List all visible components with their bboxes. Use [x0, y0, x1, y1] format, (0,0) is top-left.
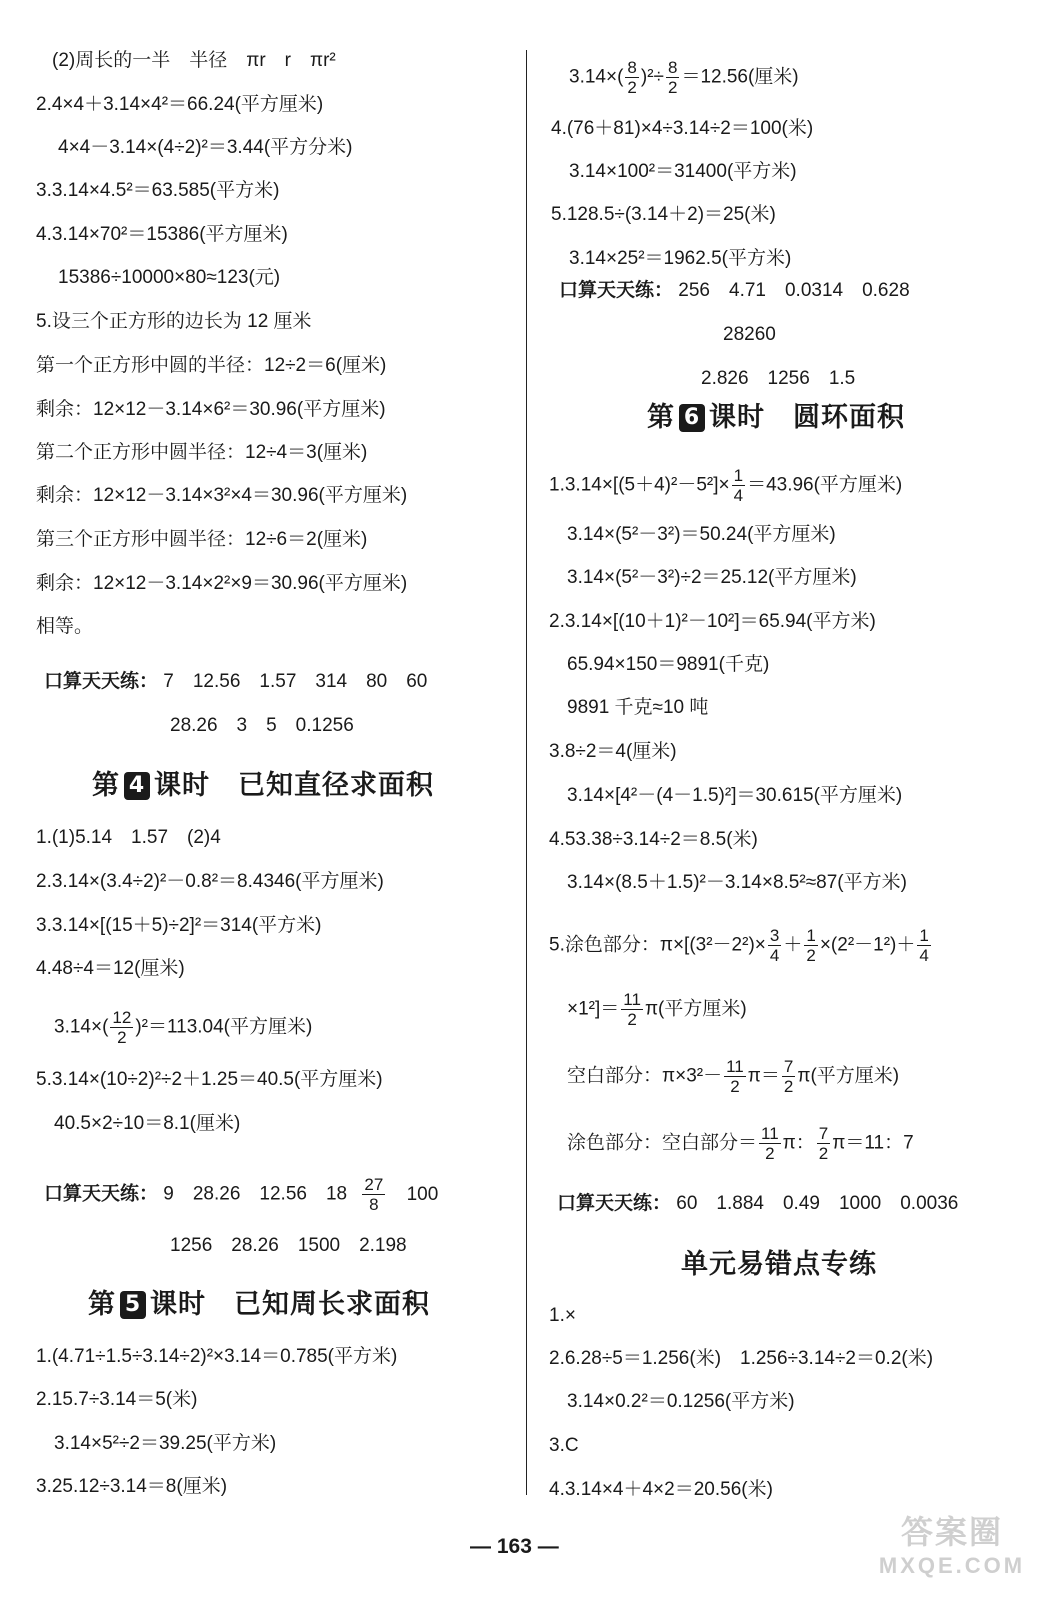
answer-line: 3.14×(5²－3²)＝50.24(平方厘米) — [567, 524, 836, 545]
answer-line: 4.3.14×4＋4×2＝20.56(米) — [549, 1479, 773, 1500]
answer-line: 5.128.5÷(3.14＋2)＝25(米) — [551, 204, 776, 225]
answer-line: 5.3.14×(10÷2)²÷2＋1.25＝40.5(平方厘米) — [36, 1069, 383, 1090]
fraction: $\frac{7}{2}$ — [818, 1124, 829, 1163]
mental-math-line — [44, 668, 427, 696]
fraction: $\frac{11}{2}$ — [726, 1057, 744, 1096]
answer-line: 2.6.28÷5＝1.256(米) 1.256÷3.14÷2＝0.2(米) — [549, 1348, 934, 1369]
answer-line: 剩余：12×12－3.14×2²×9＝30.96(平方厘米) — [36, 573, 408, 594]
page-number: — 163 — — [470, 1535, 559, 1558]
fraction: $\frac{27}{8}$ — [364, 1175, 384, 1214]
answer-line: 第一个正方形中圆的半径：12÷2＝6(厘米) — [36, 355, 387, 376]
answer-line: 空白部分：π×3²－ $\frac{11}{2}$ π＝ $\frac{7}{2}$ π(平方厘米) — [567, 1057, 900, 1096]
section-heading-lesson-5: 第 5 课时 已知周长求面积 — [88, 1289, 430, 1320]
answer-line: 3.14×( $\frac{12}{2}$ )²＝113.04(平方厘米) — [54, 1008, 313, 1047]
answer-line: 剩余：12×12－3.14×3²×4＝30.96(平方厘米) — [36, 485, 408, 506]
answer-line: 第二个正方形中圆半径：12÷4＝3(厘米) — [36, 442, 368, 463]
answer-line: 1.× — [549, 1305, 576, 1326]
mental-math-label: 口算天天练： — [44, 671, 159, 692]
answer-line: 剩余：12×12－3.14×6²＝30.96(平方厘米) — [36, 399, 386, 420]
section-heading-lesson-6: 第 6 课时 圆环面积 — [647, 402, 905, 433]
answer-line: 3.3.14×[(15＋5)÷2]²＝314(平方米) — [36, 915, 322, 936]
column-divider — [526, 50, 527, 1495]
answer-line: 3.14×[4²－(4－1.5)²]＝30.615(平方厘米) — [567, 785, 903, 806]
answer-line: 3.14×( $\frac{8}{2}$ )²÷ $\frac{8}{2}$ ＝12.56(厘米) — [569, 58, 799, 97]
lesson-number-badge: 4 — [124, 772, 150, 800]
watermark: 答案圈 MXQE.COM — [878, 1514, 1026, 1578]
answer-line: 4×4－3.14×(4÷2)²＝3.44(平方分米) — [58, 137, 353, 158]
fraction: $\frac{1}{4}$ — [733, 466, 744, 505]
answer-line: 涂色部分：空白部分＝ $\frac{11}{2}$ π： $\frac{7}{2}$ π＝11：7 — [567, 1124, 914, 1163]
answer-line: 3.3.14×4.5²＝63.585(平方米) — [36, 180, 280, 201]
mental-math-line — [559, 277, 910, 305]
mental-math-values: 1256 28.26 1500 2.198 — [170, 1235, 407, 1256]
answer-line: 3.25.12÷3.14＝8(厘米) — [36, 1476, 228, 1497]
mental-math-label: 口算天天练： — [557, 1193, 672, 1214]
answer-line: 65.94×150＝9891(千克) — [567, 654, 770, 675]
mental-math-values: 28.26 3 5 0.1256 — [170, 715, 354, 736]
section-heading-unit-errors: 单元易错点专练 — [681, 1249, 877, 1280]
answer-line: 3.14×(5²－3²)÷2＝25.12(平方厘米) — [567, 567, 857, 588]
answer-line: 3.14×25²＝1962.5(平方米) — [569, 248, 792, 269]
answer-line: 1.(1)5.14 1.57 (2)4 — [36, 827, 221, 848]
answer-line: 2.15.7÷3.14＝5(米) — [36, 1389, 198, 1410]
mental-math-line: 口算天天练： 9 28.26 12.56 18 $\frac{27}{8}$ 100 — [44, 1175, 439, 1214]
mental-math-values: 2.826 1256 1.5 — [701, 368, 856, 389]
answer-line: (2)周长的一半 半径 πr r πr² — [52, 50, 336, 71]
answer-line: 2.3.14×[(10＋1)²－10²]＝65.94(平方米) — [549, 611, 876, 632]
fraction: $\frac{8}{2}$ — [667, 58, 678, 97]
answer-line: 3.8÷2＝4(厘米) — [549, 741, 677, 762]
answer-line: 3.14×100²＝31400(平方米) — [569, 161, 797, 182]
answer-line: 1.3.14×[(5＋4)²－5²]× $\frac{1}{4}$ ＝43.96(平方厘米) — [549, 466, 903, 505]
mental-math-values: 256 4.71 0.0314 0.628 — [678, 280, 910, 301]
answer-line: 40.5×2÷10＝8.1(厘米) — [54, 1113, 241, 1134]
answer-line: 第三个正方形中圆半径：12÷6＝2(厘米) — [36, 529, 368, 550]
mental-math-values: 28260 — [723, 324, 776, 345]
answer-line: 5.涂色部分：π×[(3²－2²)× $\frac{3}{4}$ ＋ $\frac{1}{2}$ ×(2²－1²)＋ $\frac{1}{4}$ — [549, 926, 929, 965]
answer-line: 相等。 — [36, 616, 94, 637]
mental-math-values: 7 12.56 1.57 314 80 60 — [163, 671, 428, 692]
answer-line: 3.14×0.2²＝0.1256(平方米) — [567, 1391, 795, 1412]
answer-line: 4.3.14×70²＝15386(平方厘米) — [36, 224, 288, 245]
answer-line: 4.48÷4＝12(厘米) — [36, 958, 185, 979]
answer-line: 3.14×(8.5＋1.5)²－3.14×8.5²≈87(平方米) — [567, 872, 907, 893]
section-heading-lesson-4: 第 4 课时 已知直径求面积 — [92, 770, 434, 801]
fraction: $\frac{8}{2}$ — [627, 58, 637, 97]
answer-line: 1.(4.71÷1.5÷3.14÷2)²×3.14＝0.785(平方米) — [36, 1346, 398, 1367]
fraction: $\frac{12}{2}$ — [112, 1008, 132, 1047]
answer-line: 5.设三个正方形的边长为 12 厘米 — [36, 311, 312, 332]
lesson-number-badge: 5 — [120, 1291, 146, 1319]
answer-line: 4.(76＋81)×4÷3.14÷2＝100(米) — [551, 118, 814, 139]
fraction: $\frac{11}{2}$ — [761, 1124, 779, 1163]
fraction: $\frac{1}{4}$ — [919, 926, 929, 965]
fraction: $\frac{1}{2}$ — [806, 926, 816, 965]
fraction: $\frac{3}{4}$ — [769, 926, 780, 965]
mental-math-values: 60 1.884 0.49 1000 0.0036 — [676, 1193, 959, 1214]
answer-line: 4.53.38÷3.14÷2＝8.5(米) — [549, 829, 758, 850]
answer-line: 9891 千克≈10 吨 — [567, 697, 709, 718]
mental-math-line — [557, 1190, 958, 1218]
mental-math-label: 口算天天练： — [44, 1183, 159, 1205]
answer-line: 2.3.14×(3.4÷2)²－0.8²＝8.4346(平方厘米) — [36, 871, 384, 892]
fraction: $\frac{7}{2}$ — [783, 1057, 794, 1096]
fraction: $\frac{11}{2}$ — [623, 990, 641, 1029]
answer-line: 2.4×4＋3.14×4²＝66.24(平方厘米) — [36, 94, 324, 115]
answer-line: 15386÷10000×80≈123(元) — [58, 267, 281, 288]
mental-math-label: 口算天天练： — [559, 280, 674, 301]
answer-line: ×1²]＝ $\frac{11}{2}$ π(平方厘米) — [567, 990, 747, 1029]
answer-line: 3.14×5²÷2＝39.25(平方米) — [54, 1433, 277, 1454]
answer-line: 3.C — [549, 1435, 579, 1456]
mental-math-values: 9 28.26 12.56 18 — [163, 1183, 348, 1205]
lesson-number-badge: 6 — [679, 404, 705, 432]
